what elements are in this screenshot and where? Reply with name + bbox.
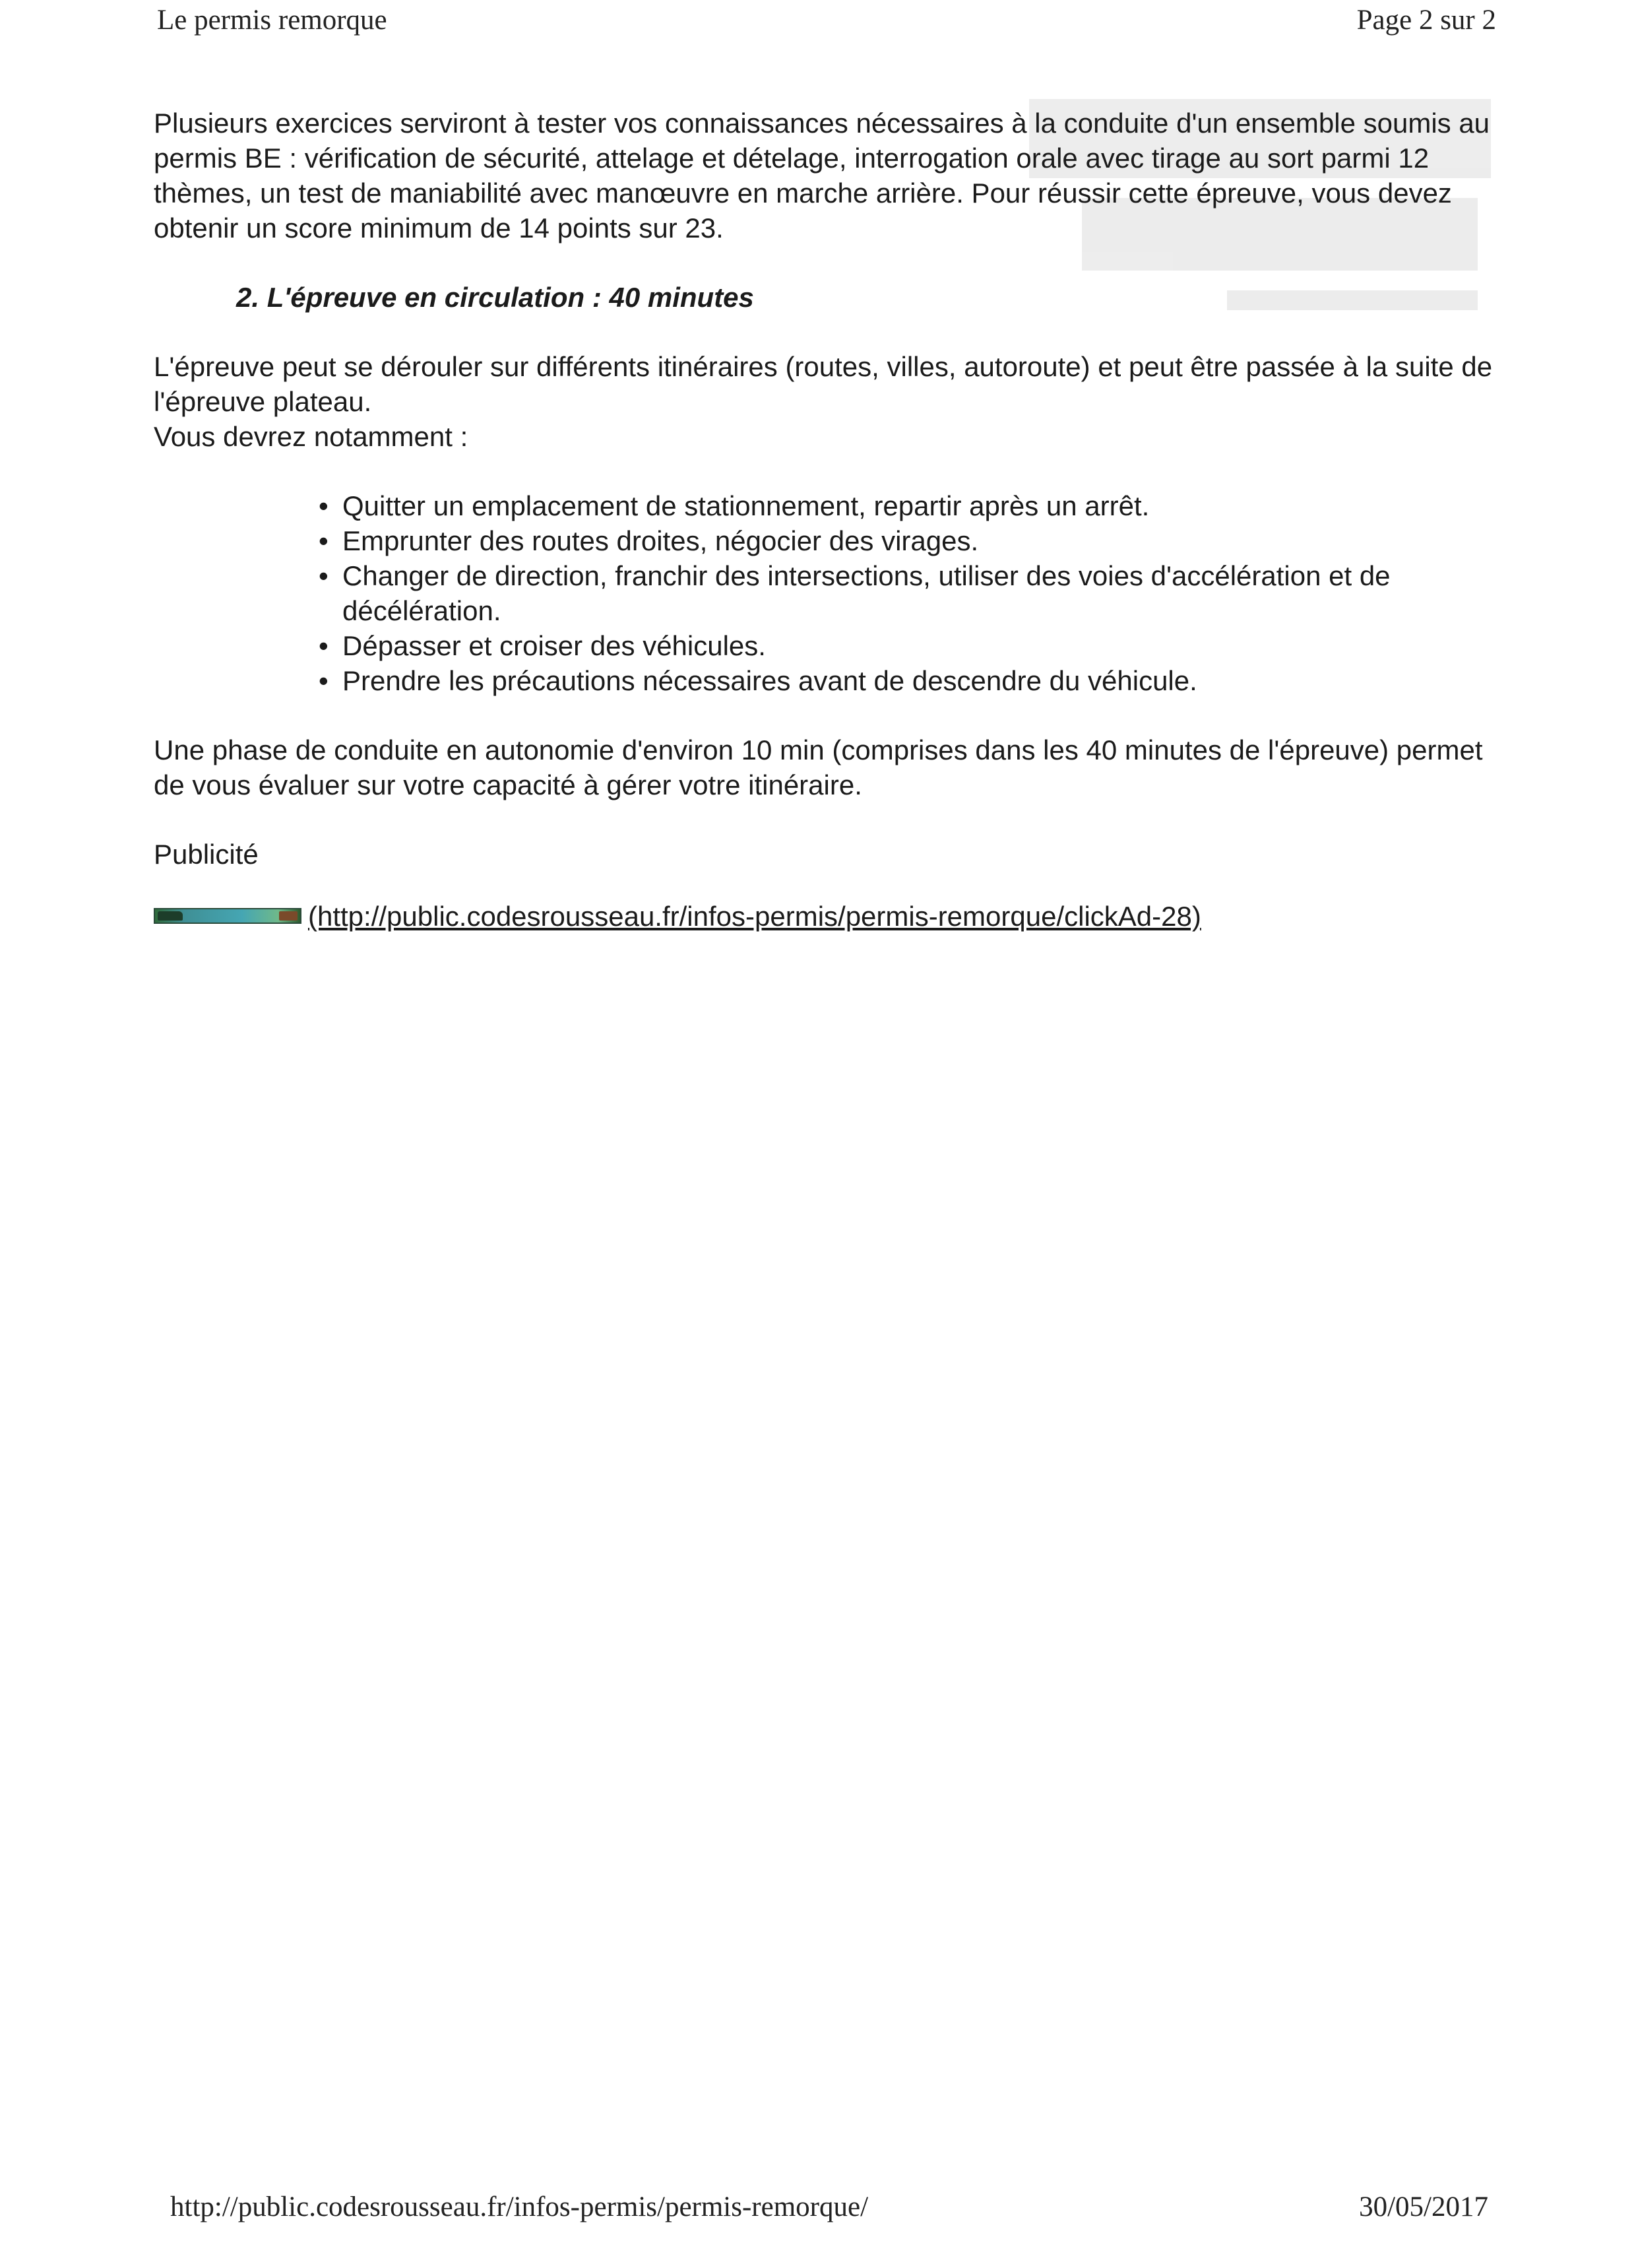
document-body bbox=[154, 106, 1499, 934]
footer-date: 30/05/2017 bbox=[1359, 2191, 1488, 2222]
trailer-icon bbox=[279, 911, 298, 921]
ad-row bbox=[154, 898, 1499, 934]
list-item-text: Emprunter des routes droites, négocier des virages. bbox=[342, 525, 979, 556]
running-header bbox=[157, 4, 1496, 37]
list-item bbox=[319, 663, 1499, 698]
bullet-icon: • bbox=[319, 560, 329, 591]
autonomy-paragraph: Une phase de conduite en autonomie d'environ 10 min (comprises dans les 40 minutes de l'épreuve) permet de vous évaluer sur votre capacité à gérer votre itinéraire. bbox=[154, 734, 1483, 800]
obligations-intro: Vous devrez notamment : bbox=[154, 421, 468, 452]
ad-link[interactable]: (http://public.codesrousseau.fr/infos-permis/permis-remorque/clickAd-28) bbox=[308, 900, 1201, 932]
list-item-text: Dépasser et croiser des véhicules. bbox=[342, 630, 766, 661]
obligations-list bbox=[154, 488, 1499, 698]
list-item-text: Changer de direction, franchir des intersections, utiliser des voies d'accélération et de décélération. bbox=[342, 560, 1391, 626]
list-item-text: Quitter un emplacement de stationnement, repartir après un arrêt. bbox=[342, 490, 1150, 521]
car-icon bbox=[158, 911, 183, 921]
section-subheading: 2. L'épreuve en circulation : 40 minutes bbox=[236, 282, 754, 313]
running-footer bbox=[170, 2191, 1488, 2224]
ad-banner-image[interactable] bbox=[154, 908, 301, 924]
list-item bbox=[319, 488, 1499, 523]
list-item-text: Prendre les précautions nécessaires avant de descendre du véhicule. bbox=[342, 665, 1197, 696]
bullet-icon: • bbox=[319, 665, 329, 696]
itinerary-paragraph bbox=[154, 349, 1499, 454]
list-item bbox=[319, 628, 1499, 663]
publicite-label: Publicité bbox=[154, 839, 259, 870]
list-item bbox=[319, 523, 1499, 558]
itinerary-text: L'épreuve peut se dérouler sur différents itinéraires (routes, villes, autoroute) et peut être passée à la suite de l'épreuve plateau. bbox=[154, 351, 1493, 417]
footer-url: http://public.codesrousseau.fr/infos-permis/permis-remorque/ bbox=[170, 2191, 869, 2222]
page-number: Page 2 sur 2 bbox=[1356, 5, 1496, 36]
list-item bbox=[319, 558, 1499, 628]
intro-paragraph: Plusieurs exercices serviront à tester vos connaissances nécessaires à la conduite d'un ensemble soumis au permis BE : vérification de sécurité, attelage et dételage, interrogation orale avec tirage au sort parmi 12 thèmes, un test de maniabilité avec manœuvre en marche arrière. Pour réussir cette épreuve, vous devez obtenir un score minimum de 14 points sur 23. bbox=[154, 108, 1490, 243]
bullet-icon: • bbox=[319, 630, 329, 661]
bullet-icon: • bbox=[319, 490, 329, 521]
bullet-icon: • bbox=[319, 525, 329, 556]
header-title: Le permis remorque bbox=[157, 5, 387, 36]
